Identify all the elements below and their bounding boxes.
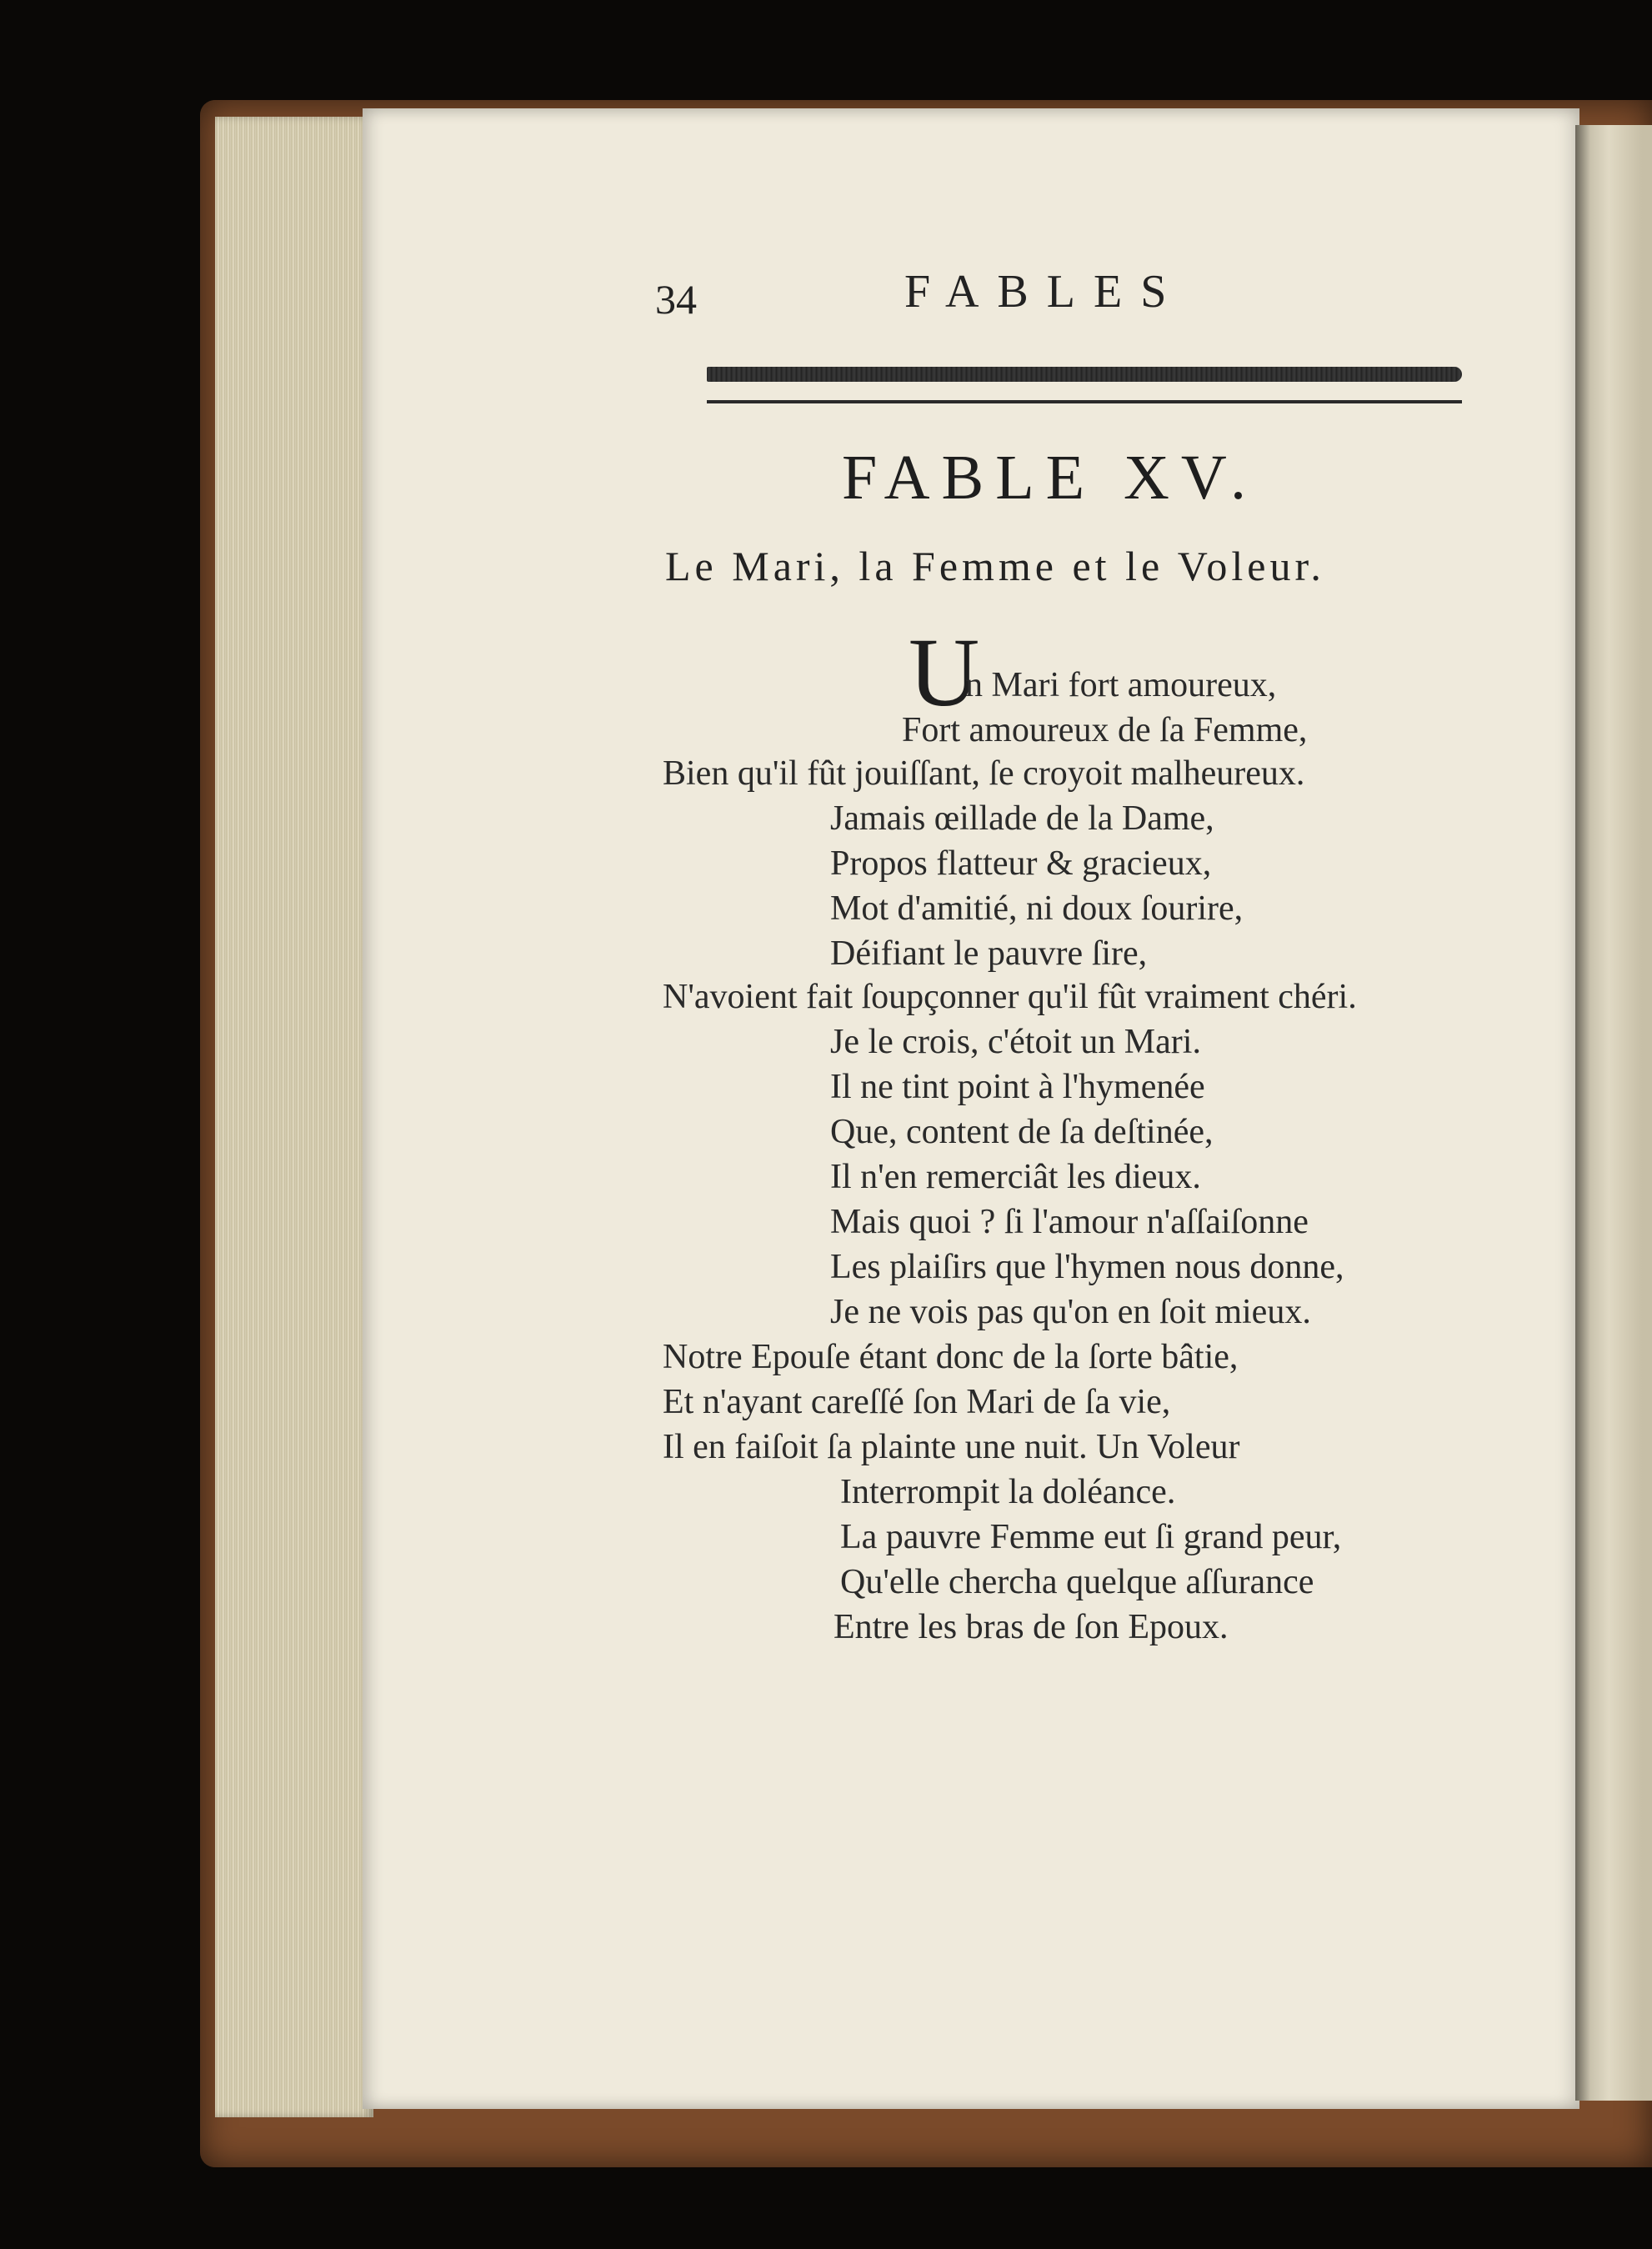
page-edges <box>215 117 373 2117</box>
verse-line: Je ne vois pas qu'on en ſoit mieux. <box>830 1293 1311 1331</box>
facing-page-edge <box>1575 125 1652 2101</box>
verse-line: Que, content de ſa deſtinée, <box>830 1113 1214 1151</box>
verse-line: Les plaiſirs que l'hymen nous donne, <box>830 1248 1344 1286</box>
fable-title: FABLE XV. <box>842 443 1259 513</box>
drop-cap: U <box>909 618 980 727</box>
book-page <box>363 108 1579 2109</box>
fable-subtitle: Le Mari, la Femme et le Voleur. <box>665 543 1325 589</box>
running-title: FABLES <box>904 266 1185 318</box>
verse-line: Et n'ayant careſſé ſon Mari de ſa vie, <box>663 1383 1171 1421</box>
verse-line: Mais quoi ? ſi l'amour n'aſſaiſonne <box>830 1203 1309 1241</box>
decorative-rule-thin <box>707 400 1462 403</box>
verse-line: Jamais œillade de la Dame, <box>830 799 1214 838</box>
verse-line: Déifiant le pauvre ſire, <box>830 934 1148 973</box>
verse-line: Interrompit la doléance. <box>840 1473 1176 1511</box>
verse-line: Il n'en remerciât les dieux. <box>830 1158 1201 1196</box>
verse-line: Fort amoureux de ſa Femme, <box>902 711 1308 749</box>
verse-line: Qu'elle chercha quelque aſſurance <box>840 1563 1314 1601</box>
decorative-rule-thick <box>707 367 1462 382</box>
verse-line: Propos flatteur & gracieux, <box>830 844 1212 883</box>
verse-line: La pauvre Femme eut ſi grand peur, <box>840 1518 1342 1556</box>
page-number: 34 <box>655 276 697 323</box>
verse-line: Bien qu'il fût jouiſſant, ſe croyoit malheureux. <box>663 754 1305 793</box>
verse-line: Je le crois, c'étoit un Mari. <box>830 1023 1201 1061</box>
verse-line: n Mari fort amoureux, <box>965 666 1277 704</box>
verse-line: Mot d'amitié, ni doux ſourire, <box>830 889 1244 928</box>
verse-line: Entre les bras de ſon Epoux. <box>834 1608 1229 1646</box>
verse-line: Il en faiſoit ſa plainte une nuit. Un Voleur <box>663 1428 1240 1466</box>
verse-line: N'avoient fait ſoupçonner qu'il fût vraiment chéri. <box>663 978 1357 1016</box>
verse-line: Notre Epouſe étant donc de la ſorte bâtie, <box>663 1338 1239 1376</box>
verse-line: Il ne tint point à l'hymenée <box>830 1068 1205 1106</box>
